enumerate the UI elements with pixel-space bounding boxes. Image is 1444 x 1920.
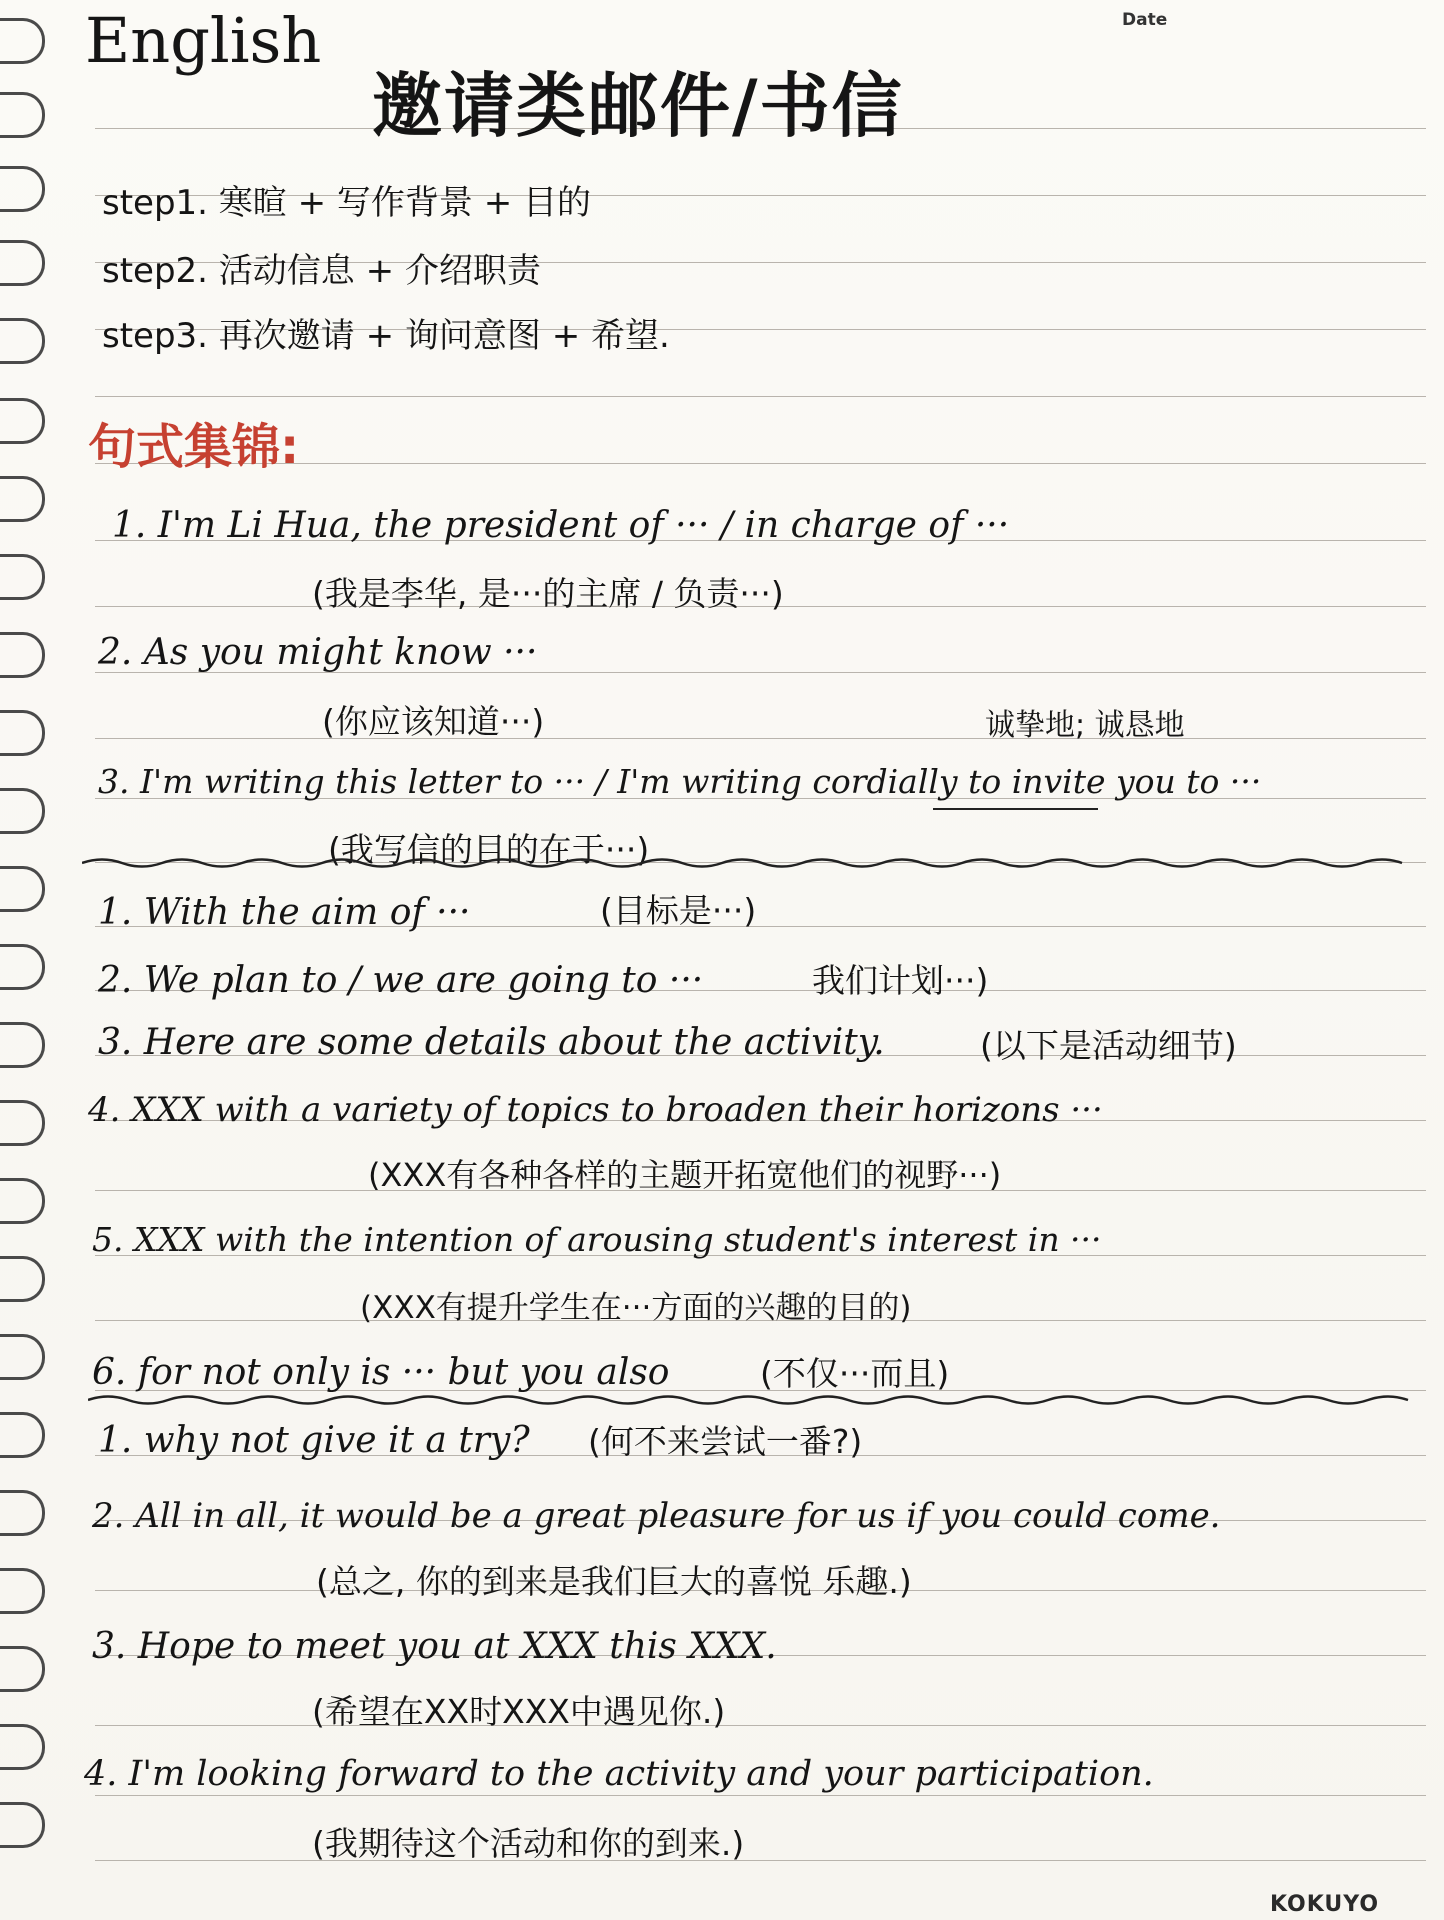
ruled-line bbox=[95, 1795, 1426, 1796]
sentence-en: 5. XXX with the intention of arousing student's interest in ··· bbox=[92, 1220, 1102, 1259]
section-title: 句式集锦: bbox=[88, 419, 300, 475]
sentence-en: 2. As you might know ··· bbox=[98, 632, 538, 673]
sentence-en: 3. I'm writing this letter to ··· / I'm writing cordially to invite you to ··· bbox=[98, 762, 1262, 801]
binder-ring bbox=[0, 1256, 45, 1302]
ruled-line bbox=[95, 1725, 1426, 1726]
binder-ring bbox=[0, 318, 45, 364]
binder-ring bbox=[0, 240, 45, 286]
sentence-en: 1. I'm Li Hua, the president of ··· / in charge of ··· bbox=[112, 505, 1010, 546]
date-label: Date bbox=[1122, 10, 1168, 30]
sentence-zh: (我是李华, 是···的主席 / 负责···) bbox=[312, 574, 784, 613]
binder-ring bbox=[0, 1100, 45, 1146]
binder-ring bbox=[0, 1490, 45, 1536]
sentence-en: 3. Hope to meet you at XXX this XXX. bbox=[92, 1626, 777, 1667]
binder-ring bbox=[0, 1568, 45, 1614]
sentence-en: 2. We plan to / we are going to ··· bbox=[98, 960, 704, 1001]
step-1: step1. 寒暄 + 写作背景 + 目的 bbox=[102, 183, 591, 223]
binder-ring bbox=[0, 632, 45, 678]
wavy-divider bbox=[82, 856, 1422, 870]
brand-logo: KOKUYO bbox=[1270, 1892, 1380, 1917]
sentence-zh: (XXX有提升学生在···方面的兴趣的目的) bbox=[360, 1290, 912, 1326]
sentence-en: 1. why not give it a try? bbox=[98, 1420, 530, 1461]
binder-ring bbox=[0, 398, 45, 444]
sentence-en: 6. for not only is ··· but you also bbox=[92, 1352, 670, 1393]
ruled-line bbox=[95, 738, 1426, 739]
binder-ring bbox=[0, 92, 45, 138]
sentence-en: 4. XXX with a variety of topics to broaden their horizons ··· bbox=[88, 1090, 1103, 1130]
binder-ring bbox=[0, 18, 45, 64]
page-title: 邀请类邮件/书信 bbox=[372, 65, 904, 147]
sentence-en: 2. All in all, it would be a great pleasure for us if you could come. bbox=[92, 1496, 1221, 1536]
ruled-line bbox=[95, 1860, 1426, 1861]
sentence-en: 1. With the aim of ··· bbox=[98, 892, 471, 933]
binder-ring bbox=[0, 1646, 45, 1692]
binder-ring bbox=[0, 476, 45, 522]
sentence-en: 4. I'm looking forward to the activity and your participation. bbox=[84, 1754, 1154, 1794]
sentence-zh: (总之, 你的到来是我们巨大的喜悦 乐趣.) bbox=[316, 1562, 912, 1601]
sentence-zh: (目标是···) bbox=[600, 891, 757, 930]
binder-ring bbox=[0, 1178, 45, 1224]
sentence-en: 3. Here are some details about the activity. bbox=[98, 1022, 885, 1063]
binder-ring bbox=[0, 1802, 45, 1848]
step-2: step2. 活动信息 + 介绍职责 bbox=[102, 251, 541, 291]
wavy-divider bbox=[88, 1393, 1422, 1407]
binder-ring bbox=[0, 1724, 45, 1770]
sentence-zh: (你应该知道···) bbox=[322, 702, 545, 741]
binder-ring bbox=[0, 866, 45, 912]
sentence-zh: (希望在XX时XXX中遇见你.) bbox=[312, 1692, 726, 1731]
sentence-zh: 我们计划···) bbox=[812, 961, 989, 1000]
binder-ring bbox=[0, 554, 45, 600]
word-underline bbox=[933, 808, 1098, 810]
ruled-line bbox=[95, 396, 1426, 397]
binder-ring bbox=[0, 944, 45, 990]
step-3: step3. 再次邀请 + 询问意图 + 希望. bbox=[102, 316, 670, 356]
sentence-zh: (我期待这个活动和你的到来.) bbox=[312, 1824, 745, 1863]
binder-ring bbox=[0, 1334, 45, 1380]
binder-ring bbox=[0, 1022, 45, 1068]
sentence-zh: (何不来尝试一番?) bbox=[588, 1422, 863, 1461]
sentence-zh: (XXX有各种各样的主题开拓宽他们的视野···) bbox=[368, 1156, 1002, 1194]
sentence-zh: (我写信的目的在于···) bbox=[328, 830, 650, 869]
margin-note: 诚挚地; 诚恳地 bbox=[985, 708, 1185, 743]
binder-ring bbox=[0, 166, 45, 212]
binder-ring bbox=[0, 1412, 45, 1458]
sentence-zh: (以下是活动细节) bbox=[980, 1026, 1237, 1065]
sentence-zh: (不仅···而且) bbox=[760, 1354, 950, 1393]
subject-heading: English bbox=[85, 4, 322, 77]
binder-ring bbox=[0, 710, 45, 756]
binder-ring bbox=[0, 788, 45, 834]
